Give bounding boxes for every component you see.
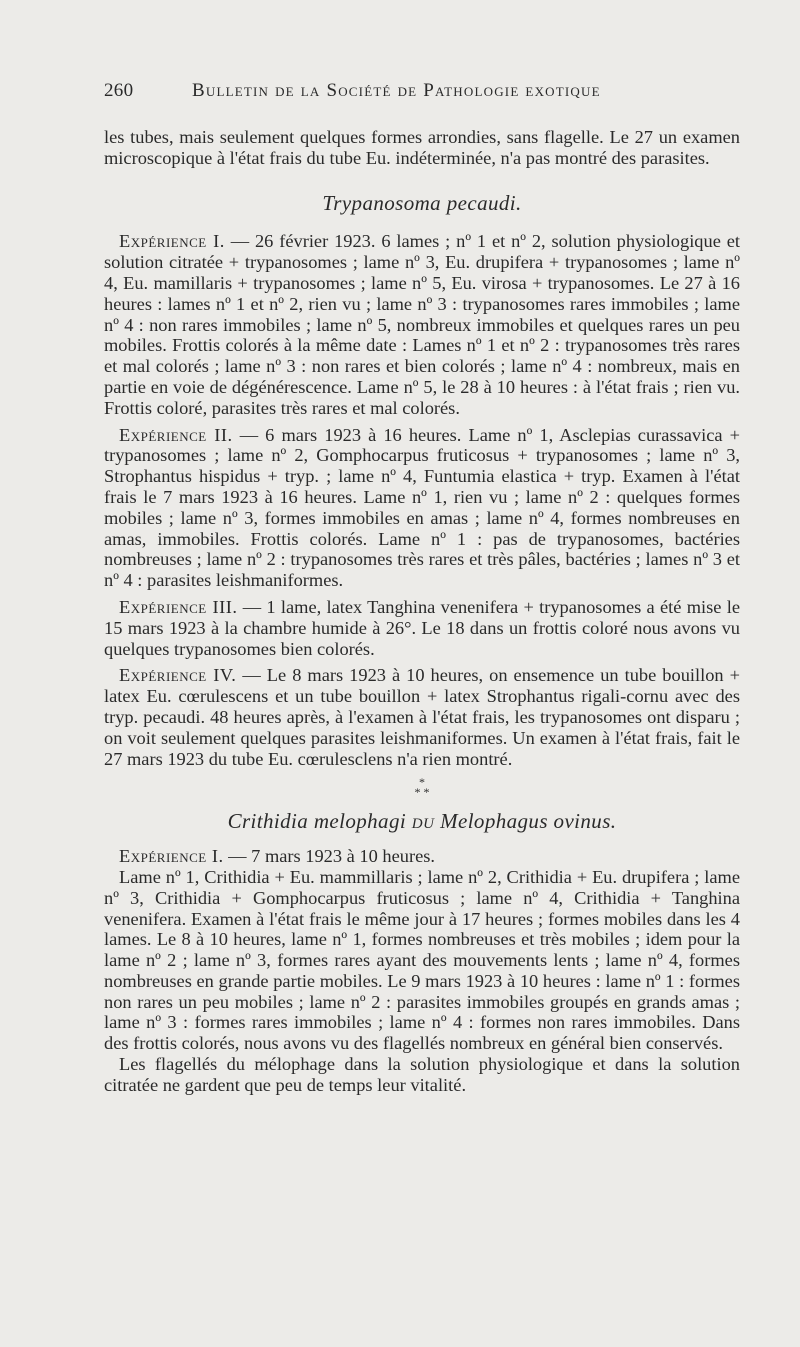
paragraph-experience-crithidia: Lame nº 1, Crithidia + Eu. mammillaris ; lame nº 2, Crithidia + Eu. drupifera ; lame nº 3, Crithidia + Gomphocarpus fruticosus ; lame nº 4, Crithidia + Tanghina venenifera. Examen à l'état frais le même jour à 17 heures ; formes mobiles dans les 4 lames. Le 8 à 10 heures, lame nº 1, formes nombreuses et très mobiles ; idem pour la lame nº 2 ; lame nº 3, formes rares ayant des mouvements lents ; lame nº 4, formes nombreuses en grande partie mobiles. Le 9 mars 1923 à 10 heures : lame nº 1 : formes non rares un peu mobiles ; lame nº 2 : parasites immobiles groupés en grands amas ; lame nº 3 : formes rares immobiles ; lame nº 4 : formes non rares immobiles. Dans des frottis colorés, nous avons vu des flagellés nombreux en général bien conservés. xyxy=(104,866,740,1054)
page-number: 260 xyxy=(104,80,134,101)
paragraph-experience-crithidia-date xyxy=(104,846,740,867)
experience-text: — Le 8 mars 1923 à 10 heures, on ensemence un tube bouillon + latex Eu. cœrulescens et un tube bouillon + latex Strophantus rigali-cornu avec des tryp. pecaudi. 48 heures après, à l'examen à l'état frais, les trypanosomes ont disparu ; on voit seulement quelques parasites leishmaniformes. Un examen à l'état frais, fait le 27 mars 1923 du tube Eu. cœrulesclens n'a rien montré. xyxy=(104,665,740,769)
article-body xyxy=(104,127,740,1096)
paragraph-experience-3 xyxy=(104,597,740,659)
experience-text: — 26 février 1923. 6 lames ; nº 1 et nº 2, solution physiologique et solution citratée + trypanosomes ; lame nº 3, Eu. drupifera + trypanosomes ; lame nº 4, Eu. mamillaris + trypanosomes ; lame nº 5, Eu. virosa + trypanosomes. Le 27 à 16 heures : lames nº 1 et nº 2, rien vu ; lame nº 3 : trypanosomes rares immobiles ; lame nº 4 : non rares immobiles ; lame nº 5, nombreux immobiles et quelques rares un peu mobiles. Frottis colorés à la même date : Lames nº 1 et nº 2 : trypanosomes très rares et mal colorés ; lame nº 3 : non rares et bien colorés ; lame nº 4 : nombreux, mais en partie en voie de dégénérescence. Lame nº 5, le 28 à 10 heures : à l'état frais ; rien vu. Frottis coloré, parasites très rares et mal colorés. xyxy=(104,231,740,418)
section-heading-crithidia: Crithidia melophagi du Melophagus ovinus. xyxy=(227,809,617,834)
section-heading-trypanosoma: Trypanosoma pecaudi. xyxy=(322,190,522,215)
paragraph-experience-2 xyxy=(104,425,740,591)
paragraph-intro: les tubes, mais seulement quelques formes arrondies, sans flagelle. Le 27 un examen microscopique à l'état frais du tube Eu. indéterminée, n'a pas montré des parasites. xyxy=(104,127,740,168)
paragraph-conclusion: Les flagellés du mélophage dans la solution physiologique et dans la solution citratée ne gardent que peu de temps leur vitalité. xyxy=(104,1054,740,1095)
running-head xyxy=(104,80,744,110)
section-divider-asterisks: * * * xyxy=(414,775,430,800)
journal-title: Bulletin de la Société de Pathologie exotique xyxy=(192,80,601,101)
experience-label: Expérience II. xyxy=(119,424,233,445)
experience-label: Expérience III. xyxy=(119,596,238,617)
experience-label: Expérience I. xyxy=(119,231,225,252)
experience-text: — 1 lame, latex Tanghina venenifera + trypanosomes a été mise le 15 mars 1923 à la chambre humide à 26°. Le 18 dans un frottis coloré nous avons vu quelques trypanosomes bien colorés. xyxy=(104,596,740,659)
experience-text: — 6 mars 1923 à 16 heures. Lame nº 1, Asclepias curassavica + trypanosomes ; lame nº 2, Gomphocarpus fruticosus + trypanosomes ; lame nº 3, Strophantus hispidus + tryp. ; lame nº 4, Funtumia elastica + tryp. Examen à l'état frais le 7 mars 1923 à 16 heures. Lame nº 1, rien vu ; lame nº 2 : quelques formes mobiles ; lame nº 3, formes immobiles en amas ; lame nº 4, formes nombreuses en amas, immobiles. Frottis colorés. Lame nº 1 : pas de trypanosomes, bactéries nombreuses ; lame nº 2 : trypanosomes très rares et très pâles, bactéries ; lames nº 3 et nº 4 : parasites leishmaniformes. xyxy=(104,424,740,591)
experience-label: Expérience I. xyxy=(119,846,224,867)
experience-date: — 7 mars 1923 à 10 heures. xyxy=(223,846,436,867)
paragraph-experience-4 xyxy=(104,665,740,769)
paragraph-experience-1 xyxy=(104,231,740,418)
experience-label: Expérience IV. xyxy=(119,665,237,686)
